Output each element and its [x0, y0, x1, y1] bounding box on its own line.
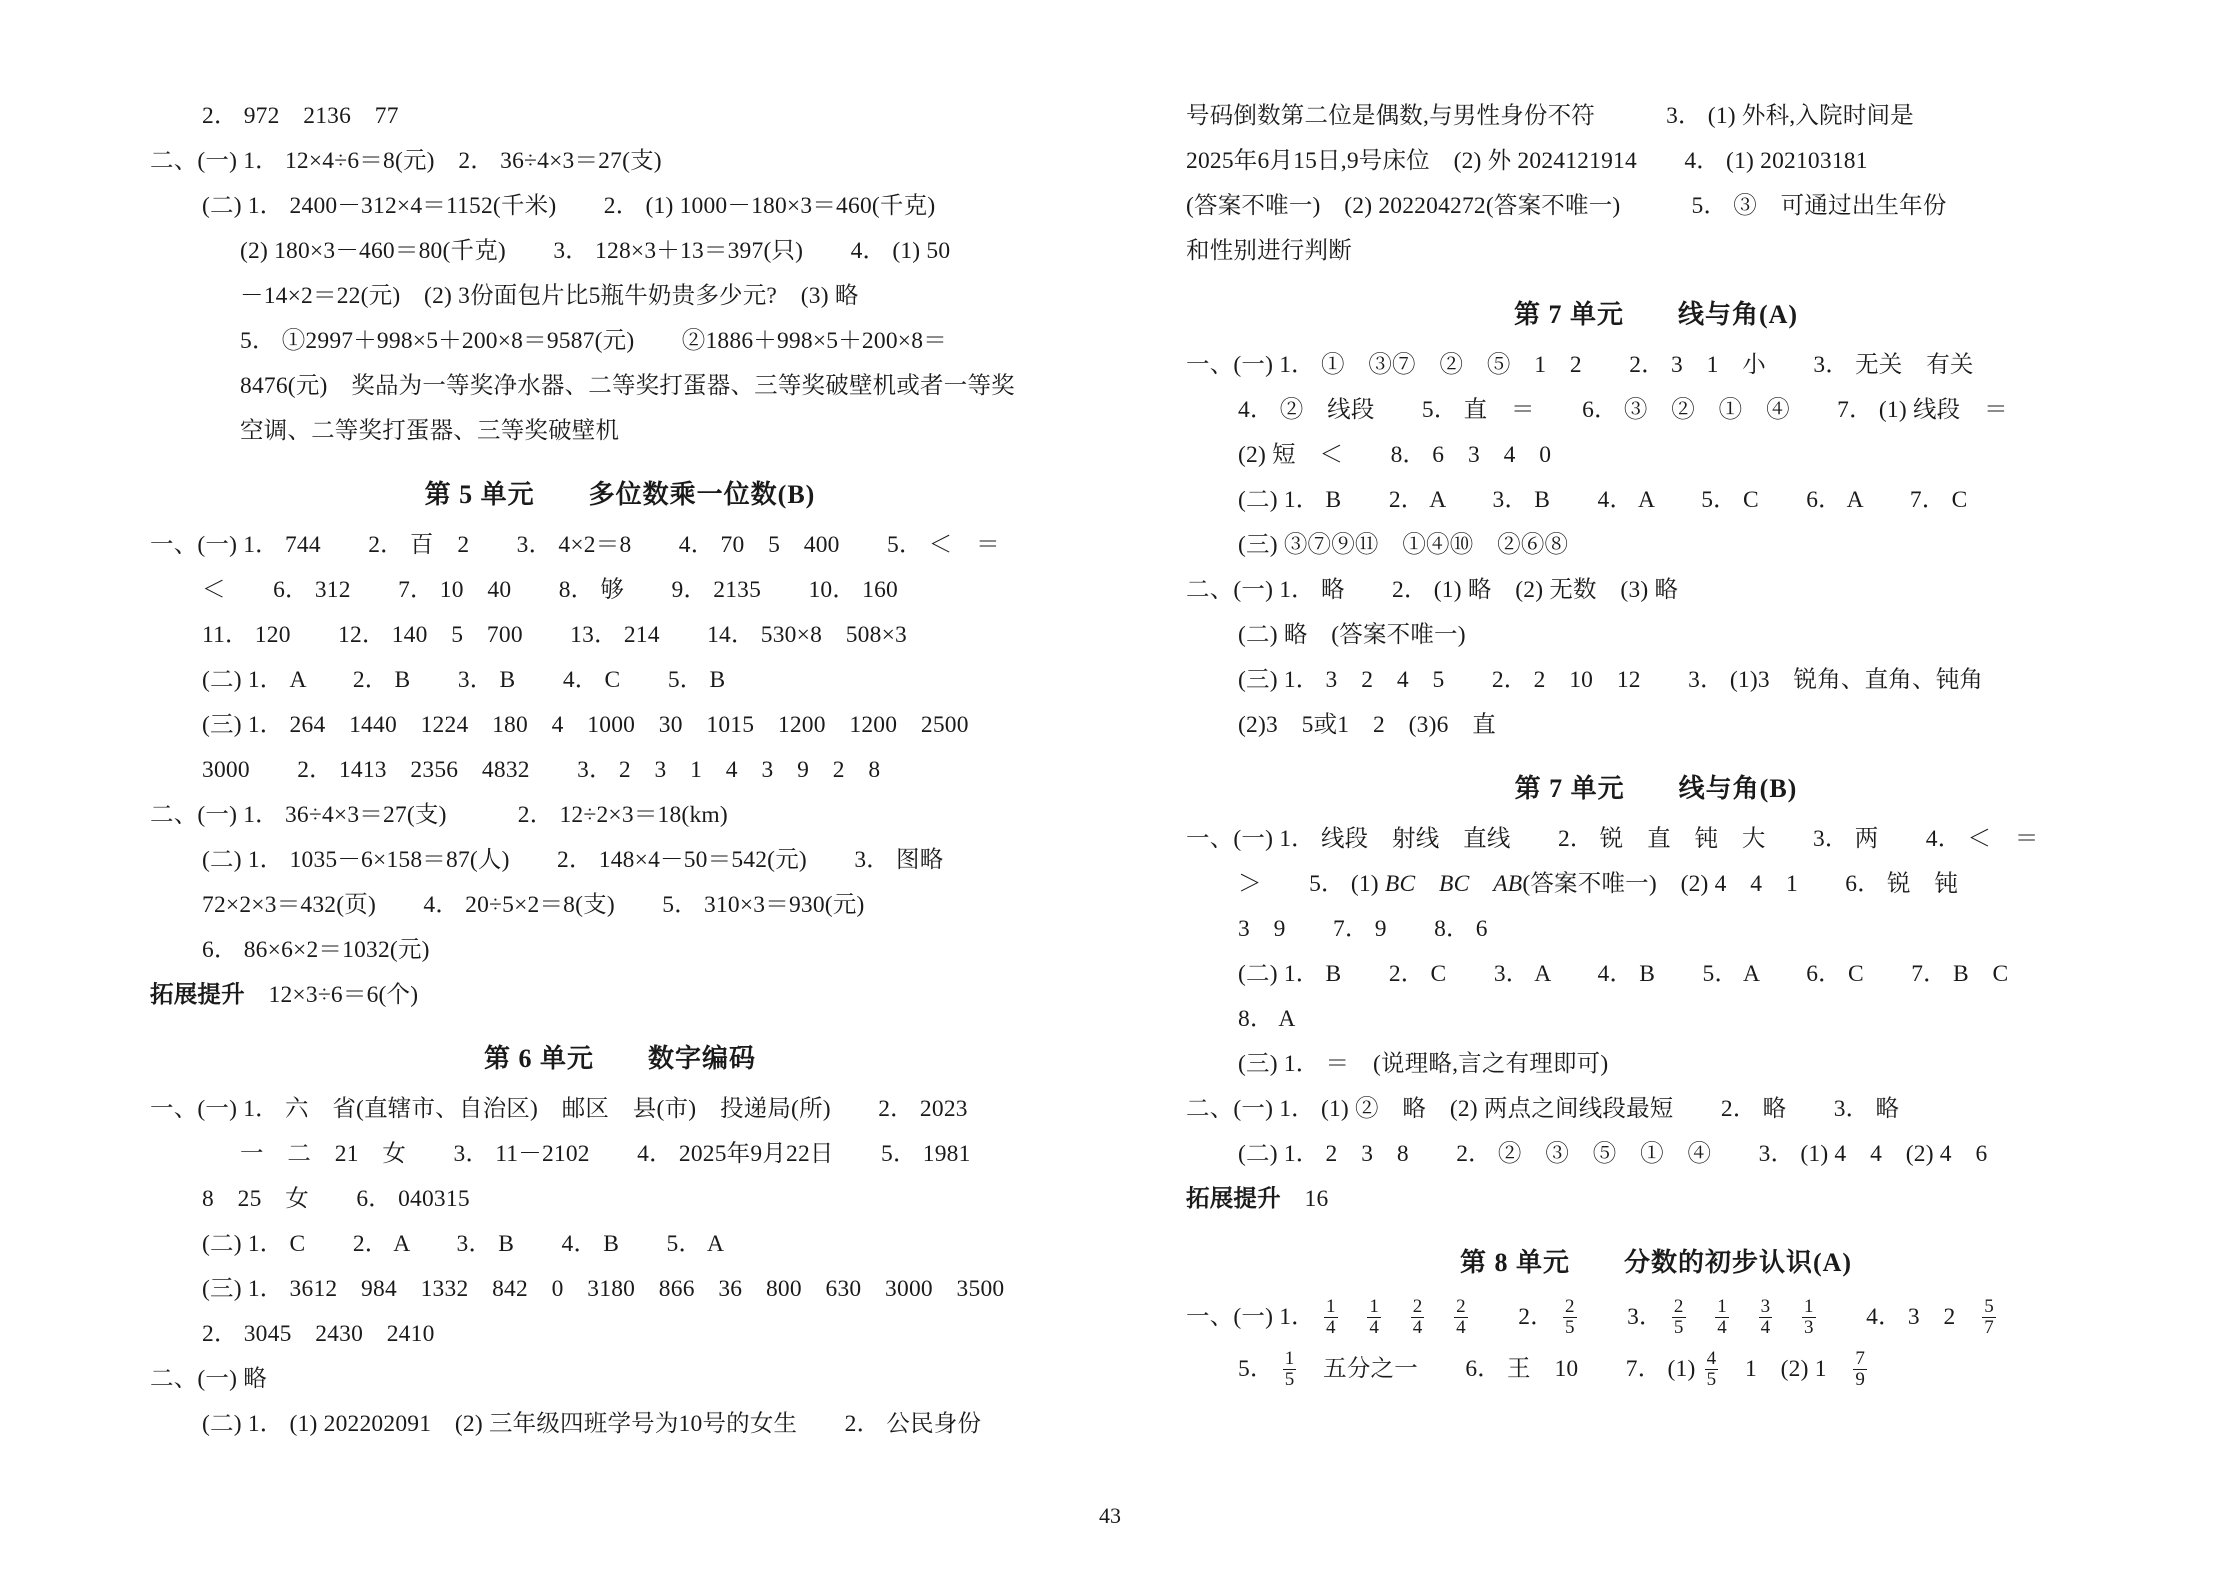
answer-line: 拓展提升 12×3÷6＝6(个) [150, 982, 419, 1008]
answer-line: 二、(一) 1． 36÷4×3＝27(支) 2． 12÷2×3＝18(km) [150, 802, 728, 828]
fraction-denominator: 4 [1717, 1317, 1727, 1339]
answer-line: (2) 短 ＜ 8． 6 3 4 0 [1238, 442, 1552, 468]
fraction-denominator: 4 [1369, 1317, 1380, 1339]
fraction-denominator: 7 [1984, 1317, 1994, 1339]
answer-line: 5． ①2997＋998×5＋200×8＝9587(元) ②1886＋998×5＋200×8＝ [240, 328, 947, 354]
answer-line: 二、(一) 1． (1) ② 略 (2) 两点之间线段最短 2． 略 3． 略 [1186, 1096, 1900, 1122]
fraction-denominator: 5 [1706, 1369, 1717, 1391]
answer-line: (二) 略 (答案不唯一) [1238, 622, 1466, 648]
fraction [1759, 1297, 1773, 1339]
answer-line: (二) 1． (1) 202202091 (2) 三年级四班学号为10号的女生 2． 公民身份 [202, 1411, 982, 1437]
fraction-denominator: 4 [1456, 1317, 1466, 1339]
fraction-numerator: 5 [1984, 1295, 1994, 1317]
answer-line: 4． ② 线段 5． 直 ＝ 6． ③ ② ① ④ 7． (1) 线段 ＝ [1238, 397, 2008, 423]
answer-line: 3000 2． 1413 2356 4832 3． 2 3 1 4 3 9 2 8 [202, 757, 881, 783]
two-column-layout [150, 92, 2070, 1472]
fraction [1802, 1297, 1816, 1339]
fraction-denominator: 4 [1760, 1317, 1771, 1339]
answer-line: (二) 1． B 2． C 3． A 4． B 5． A 6． C 7． B C [1238, 961, 2009, 987]
fraction-denominator: 9 [1855, 1369, 1866, 1391]
answer-line: (答案不唯一) (2) 202204272(答案不唯一) 5． ③ 可通过出生年份 [1186, 193, 1947, 219]
fraction [1853, 1349, 1867, 1391]
fraction-denominator: 3 [1804, 1317, 1814, 1339]
answer-line: (二) 1． C 2． A 3． B 4． B 5． A [202, 1231, 725, 1257]
answer-line: 2025年6月15日,9号床位 (2) 外 2024121914 4． (1) 202103181 [1186, 148, 1868, 174]
answer-block [1186, 94, 2126, 274]
answer-block [1186, 817, 2126, 1222]
answer-line: 3 9 7． 9 8． 6 [1238, 916, 1488, 942]
answer-line-fractions: 一、(一) 1． $\frac{1}{4}$ $\frac{1}{4}$ $\frac{2}{4}$ $\frac{2}{4}$ 2． $\frac{2}{5}$ 3． $\frac{2}{5}$ $\frac{1}{4}$ $\frac{3}{4}$ $\frac{1}{3}$ 4． 3 2 $\frac{5}{7}$ [1186, 1295, 1994, 1339]
fraction [1563, 1297, 1577, 1339]
answer-line: 8476(元) 奖品为一等奖净水器、二等奖打蛋器、三等奖破壁机或者一等奖 [240, 373, 1015, 399]
fraction [1705, 1349, 1719, 1391]
answer-line: (二) 1． B 2． A 3． B 4． A 5． C 6． A 7． C [1238, 487, 1968, 513]
answer-line: 一、(一) 1． 线段 射线 直线 2． 锐 直 钝 大 3． 两 4． ＜ ＝ [1186, 826, 2039, 852]
answer-line: 一、(一) 1． ① ③⑦ ② ⑤ 1 2 2． 3 1 小 3． 无关 有关 [1186, 352, 1974, 378]
answer-line: 一 二 21 女 3． 11－2102 4． 2025年9月22日 5． 1981 [240, 1141, 971, 1167]
answer-line-fractions: 5． $\frac{1}{5}$ 五分之一 6． 王 10 7． (1) $\frac{4}{5}$ 1 (2) 1 $\frac{7}{9}$ [1238, 1347, 1866, 1391]
unit-heading: 第 6 单元 数字编码 [483, 1044, 756, 1073]
right-column [1186, 92, 2126, 1472]
answer-line: －14×2＝22(元) (2) 3份面包片比5瓶牛奶贵多少元? (3) 略 [240, 283, 859, 309]
fraction-denominator: 5 [1284, 1369, 1295, 1391]
answer-block [150, 523, 1090, 1018]
answer-block [150, 94, 1090, 454]
fraction [1454, 1297, 1468, 1339]
fraction [1672, 1297, 1686, 1339]
answer-line: ＞ 5． (1) BC BC AB(答案不唯一) (2) 4 4 1 6． 锐 钝 [1238, 871, 1959, 897]
fraction-denominator: 5 [1565, 1317, 1575, 1339]
unit-heading: 第 5 单元 多位数乘一位数(B) [424, 480, 816, 509]
fraction-numerator: 7 [1855, 1347, 1866, 1369]
answer-line: 空调、二等奖打蛋器、三等奖破壁机 [240, 418, 620, 444]
answer-line: (二) 1． 2400－312×4＝1152(千米) 2． (1) 1000－180×3＝460(千克) [202, 193, 936, 219]
answer-line: ＜ 6． 312 7． 10 40 8． 够 9． 2135 10． 160 [202, 577, 898, 603]
fraction-denominator: 4 [1325, 1317, 1336, 1339]
fraction-numerator: 1 [1325, 1295, 1336, 1317]
fraction-numerator: 2 [1456, 1295, 1466, 1317]
fraction [1367, 1297, 1381, 1339]
page-number: 43 [1099, 1503, 1121, 1528]
fraction-numerator: 3 [1760, 1295, 1771, 1317]
answer-line: (三) ③⑦⑨⑪ ①④⑩ ②⑥⑧ [1238, 532, 1569, 558]
answer-block-fractions [1186, 1291, 2126, 1395]
answer-line: 2． 3045 2430 2410 [202, 1321, 435, 1347]
fraction [1411, 1297, 1425, 1339]
answer-line: (三) 1． ＝ (说理略,言之有理即可) [1238, 1051, 1609, 1077]
answer-line: (三) 1． 3612 984 1332 842 0 3180 866 36 800 630 3000 3500 [202, 1276, 1005, 1302]
answer-line: 一、(一) 1． 六 省(直辖市、自治区) 邮区 县(市) 投递局(所) 2． 2023 [150, 1096, 968, 1122]
answer-line: 二、(一) 1． 12×4÷6＝8(元) 2． 36÷4×3＝27(支) [150, 148, 662, 174]
answer-line: 11． 120 12． 140 5 700 13． 214 14． 530×8 508×3 [202, 622, 907, 648]
answer-line: 二、(一) 略 [150, 1366, 267, 1392]
answer-line: (二) 1． A 2． B 3． B 4． C 5． B [202, 667, 726, 693]
answer-line: 72×2×3＝432(页) 4． 20÷5×2＝8(支) 5． 310×3＝930(元) [202, 892, 865, 918]
fraction-numerator: 1 [1804, 1295, 1814, 1317]
fraction-numerator: 1 [1717, 1295, 1727, 1317]
answer-line: 拓展提升 16 [1186, 1186, 1329, 1212]
fraction-numerator: 2 [1412, 1295, 1423, 1317]
answer-line: 8 25 女 6． 040315 [202, 1186, 470, 1212]
answer-line: (二) 1． 1035－6×158＝87(人) 2． 148×4－50＝542(元) 3． 图略 [202, 847, 944, 873]
fraction [1715, 1297, 1729, 1339]
fraction [1324, 1297, 1338, 1339]
answer-block [1186, 343, 2126, 748]
answer-line: 二、(一) 1． 略 2． (1) 略 (2) 无数 (3) 略 [1186, 577, 1679, 603]
fraction [1283, 1349, 1297, 1391]
answer-line: 和性别进行判断 [1186, 238, 1352, 264]
answer-line: 号码倒数第二位是偶数,与男性身份不符 3． (1) 外科,入院时间是 [1186, 103, 1914, 129]
answer-line: 6． 86×6×2＝1032(元) [202, 937, 430, 963]
answer-line: 8． A [1238, 1006, 1296, 1032]
answer-line: 一、(一) 1． 744 2． 百 2 3． 4×2＝8 4． 70 5 400 5． ＜ ＝ [150, 532, 1000, 558]
left-column [150, 92, 1090, 1472]
answer-line: (二) 1． 2 3 8 2． ② ③ ⑤ ① ④ 3． (1) 4 4 (2) 4 6 [1238, 1141, 1988, 1167]
answer-block [150, 1087, 1090, 1447]
answer-line: (三) 1． 264 1440 1224 180 4 1000 30 1015 1200 1200 2500 [202, 712, 969, 738]
fraction-denominator: 5 [1673, 1317, 1684, 1339]
unit-heading: 第 7 单元 线与角(A) [1513, 300, 1799, 329]
unit-heading: 第 7 单元 线与角(B) [1514, 774, 1798, 803]
answer-line: 2． 972 2136 77 [202, 103, 399, 129]
fraction-denominator: 4 [1412, 1317, 1423, 1339]
fraction-numerator: 2 [1673, 1295, 1684, 1317]
fraction-numerator: 2 [1565, 1295, 1575, 1317]
fraction-numerator: 4 [1706, 1347, 1717, 1369]
answer-line: (三) 1． 3 2 4 5 2． 2 10 12 3． (1)3 锐角、直角、钝角 [1238, 667, 1984, 693]
fraction [1982, 1297, 1996, 1339]
fraction-numerator: 1 [1369, 1295, 1380, 1317]
answer-line: (2)3 5或1 2 (3)6 直 [1238, 712, 1496, 738]
fraction-numerator: 1 [1284, 1347, 1295, 1369]
answer-line: (2) 180×3－460＝80(千克) 3． 128×3＋13＝397(只) 4． (1) 50 [240, 238, 951, 264]
unit-heading: 第 8 单元 分数的初步认识(A) [1459, 1248, 1853, 1277]
